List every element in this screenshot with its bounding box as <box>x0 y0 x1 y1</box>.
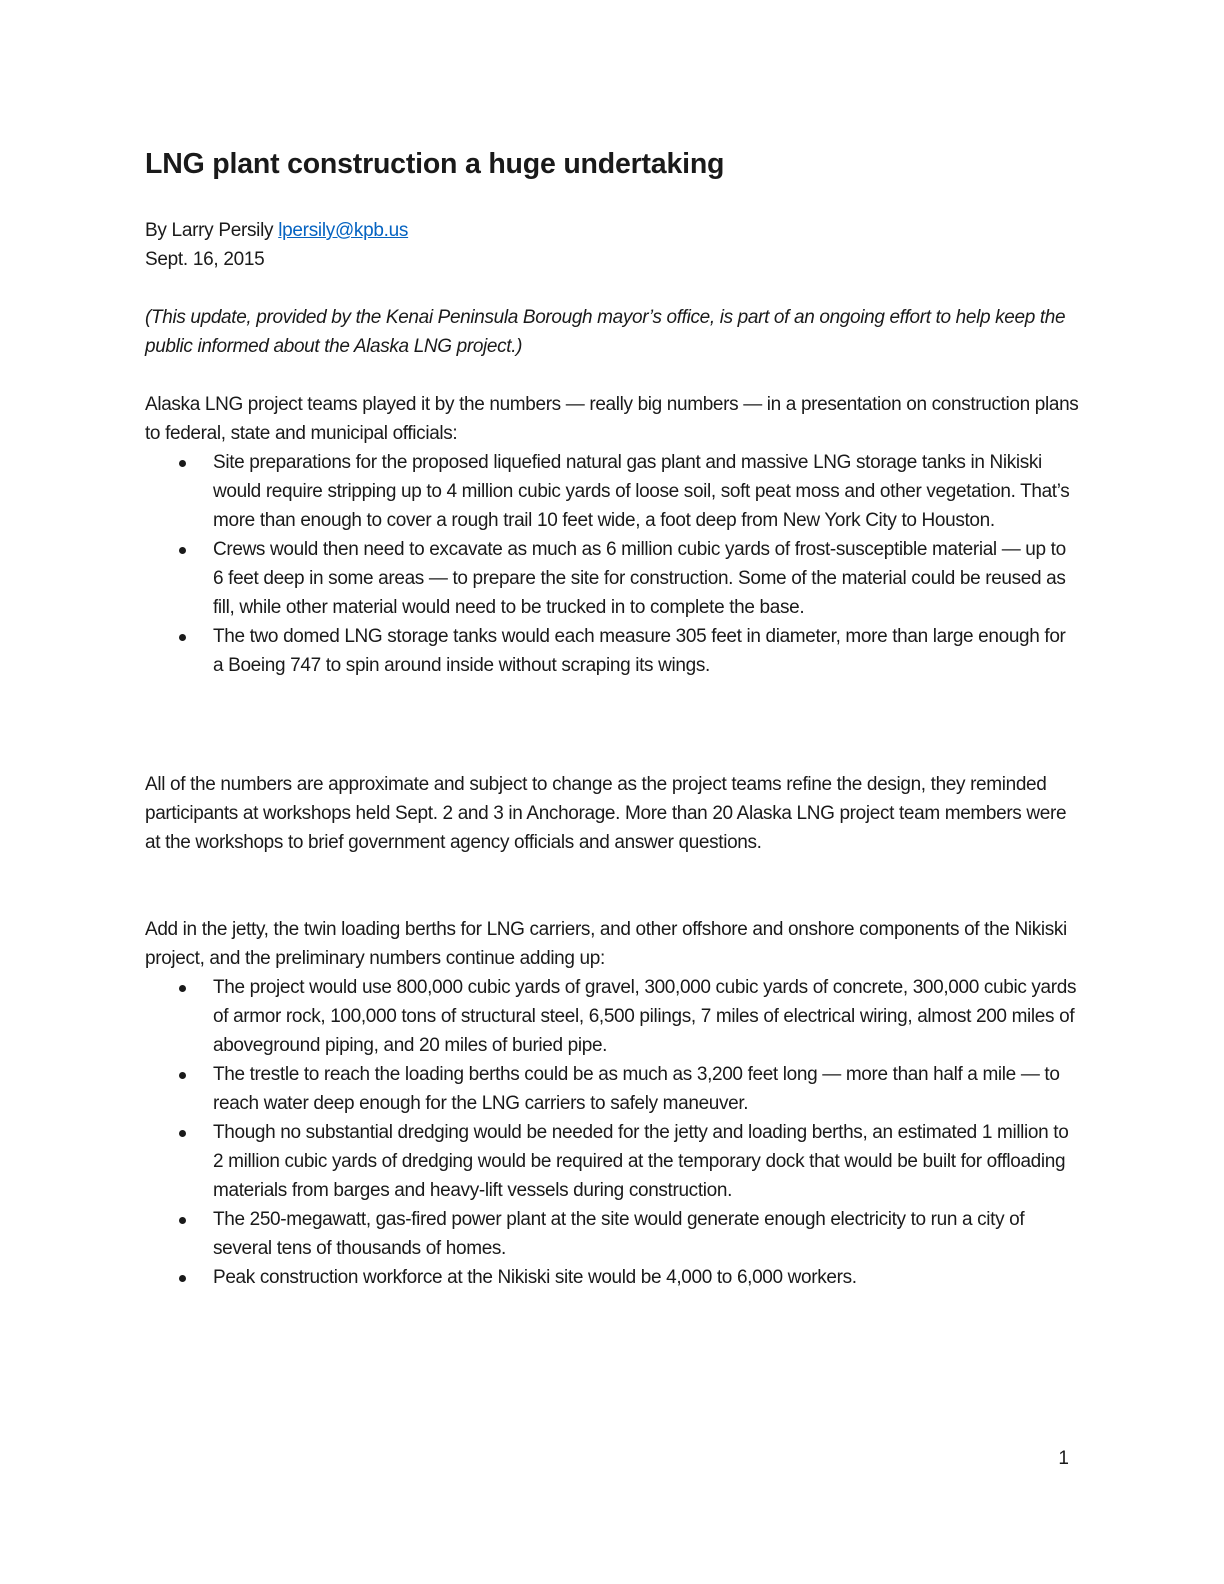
document-page <box>145 0 1080 1584</box>
byline <box>145 216 408 274</box>
list-item: The trestle to reach the loading berths could be as much as 3,200 feet long — more than half a mile — to reach water deep enough for the LNG carriers to safely maneuver. <box>145 1060 1080 1118</box>
bullet-icon <box>179 634 186 641</box>
list-item: The two domed LNG storage tanks would each measure 305 feet in diameter, more than large enough for a Boeing 747 to spin around inside without scraping its wings. <box>145 622 1080 680</box>
list-item: Site preparations for the proposed liquefied natural gas plant and massive LNG storage tanks in Nikiski would require stripping up to 4 million cubic yards of loose soil, soft peat moss and other vegetation. That’s more than enough to cover a rough trail 10 feet wide, a foot deep from New York City to Houston. <box>145 448 1080 535</box>
author-name: By Larry Persily <box>145 220 279 241</box>
paragraph-1: Alaska LNG project teams played it by the numbers — really big numbers — in a presentation on construction plans to federal, state and municipal officials: <box>145 394 1079 444</box>
intro-note: (This update, provided by the Kenai Peninsula Borough mayor’s office, is part of an ongoing effort to help keep the public informed about the Alaska LNG project.) <box>145 307 1066 357</box>
publish-date: Sept. 16, 2015 <box>145 249 265 270</box>
bullet-list-1 <box>145 448 1080 680</box>
bullet-icon <box>179 460 186 467</box>
bullet-icon <box>179 547 186 554</box>
bullet-icon <box>179 985 186 992</box>
list-item: The 250-megawatt, gas-fired power plant at the site would generate enough electricity to run a city of several tens of thousands of homes. <box>145 1205 1080 1263</box>
bullet-list-2 <box>145 973 1080 1292</box>
author-email-link[interactable]: lpersily@kpb.us <box>278 220 409 241</box>
bullet-icon <box>179 1130 186 1137</box>
page-number: 1 <box>1058 1448 1069 1469</box>
list-item: Peak construction workforce at the Nikiski site would be 4,000 to 6,000 workers. <box>145 1263 1080 1292</box>
bullet-icon <box>179 1275 186 1282</box>
bullet-icon <box>179 1217 186 1224</box>
bullet-icon <box>179 1072 186 1079</box>
paragraph-3: Add in the jetty, the twin loading berths for LNG carriers, and other offshore and onshore components of the Nikiski project, and the preliminary numbers continue adding up: <box>145 919 1067 969</box>
author-line <box>145 216 408 245</box>
paragraph-2: All of the numbers are approximate and subject to change as the project teams refine the design, they reminded participants at workshops held Sept. 2 and 3 in Anchorage. More than 20 Alaska LNG project team members were at the workshops to brief government agency officials and answer questions. <box>145 774 1067 853</box>
list-item: The project would use 800,000 cubic yards of gravel, 300,000 cubic yards of concrete, 300,000 cubic yards of armor rock, 100,000 tons of structural steel, 6,500 pilings, 7 miles of electrical wiring, almost 200 miles of aboveground piping, and 20 miles of buried pipe. <box>145 973 1080 1060</box>
list-item: Crews would then need to excavate as much as 6 million cubic yards of frost-susceptible material — up to 6 feet deep in some areas — to prepare the site for construction. Some of the material could be reused as fill, while other material would need to be trucked in to complete the base. <box>145 535 1080 622</box>
article-title: LNG plant construction a huge undertaking <box>145 148 725 180</box>
list-item: Though no substantial dredging would be needed for the jetty and loading berths, an estimated 1 million to 2 million cubic yards of dredging would be required at the temporary dock that would be built for offloading materials from barges and heavy-lift vessels during construction. <box>145 1118 1080 1205</box>
